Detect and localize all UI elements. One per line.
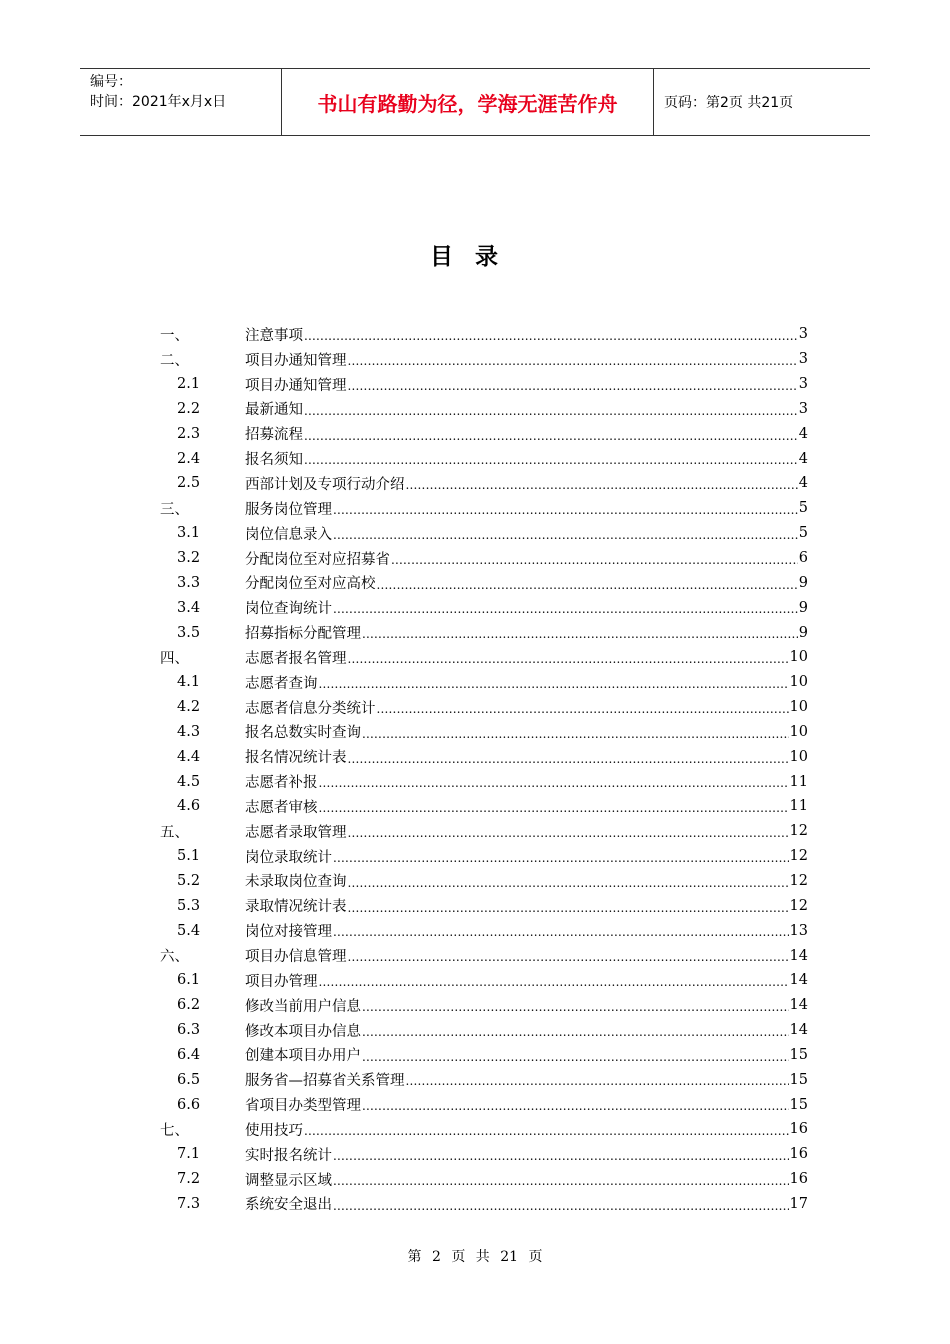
toc-leader-dots bbox=[348, 876, 789, 891]
toc-leader-dots bbox=[319, 801, 789, 816]
toc-entry-text: 岗位信息录入 bbox=[245, 526, 332, 543]
toc-entry[interactable] bbox=[160, 794, 808, 819]
toc-entry-text: 岗位查询统计 bbox=[245, 601, 332, 618]
toc-entry-text: 录取情况统计表 bbox=[245, 899, 347, 916]
toc-leader-dots bbox=[377, 702, 789, 717]
toc-entry[interactable] bbox=[160, 769, 808, 794]
toc-leader-dots bbox=[362, 1050, 789, 1065]
toc-entry[interactable] bbox=[160, 893, 808, 918]
toc-entry[interactable] bbox=[160, 1117, 808, 1142]
toc-entry-text: 使用技巧 bbox=[245, 1122, 303, 1139]
toc-entry[interactable] bbox=[160, 471, 808, 496]
toc-entry-page: 16 bbox=[789, 1121, 808, 1138]
toc-entry-page: 4 bbox=[798, 475, 808, 492]
toc-entry-number: 5.3 bbox=[177, 897, 201, 914]
toc-leader-dots bbox=[348, 752, 789, 767]
toc-leader-dots bbox=[348, 826, 789, 841]
toc-entry-number: 三、 bbox=[160, 501, 189, 518]
toc-entry-page: 4 bbox=[798, 425, 808, 442]
toc-entry[interactable] bbox=[160, 645, 808, 670]
toc-leader-dots bbox=[333, 602, 798, 617]
toc-entry-page: 12 bbox=[789, 897, 808, 914]
toc-leader-dots bbox=[304, 329, 798, 344]
toc-entry-number: 5.2 bbox=[177, 872, 201, 889]
toc-entry[interactable] bbox=[160, 918, 808, 943]
toc-leader-dots bbox=[362, 727, 789, 742]
toc-entry-page: 14 bbox=[789, 997, 808, 1014]
toc-entry-page: 3 bbox=[798, 376, 808, 393]
toc-entry-number: 6.2 bbox=[177, 997, 201, 1014]
toc-entry-number: 2.3 bbox=[177, 425, 201, 442]
footer-prefix: 第 bbox=[407, 1249, 422, 1265]
page-header bbox=[80, 68, 870, 136]
toc-entry-page: 15 bbox=[789, 1046, 808, 1063]
toc-entry-number: 4.3 bbox=[177, 723, 201, 740]
toc-entry-number: 二、 bbox=[160, 352, 189, 369]
toc-entry-number: 7.2 bbox=[177, 1171, 201, 1188]
toc-leader-dots bbox=[362, 1099, 789, 1114]
footer-current-page: 2 bbox=[431, 1249, 441, 1265]
toc-entry-number: 五、 bbox=[160, 824, 189, 841]
toc-entry-text: 项目办通知管理 bbox=[245, 377, 347, 394]
toc-entry-page: 15 bbox=[789, 1071, 808, 1088]
toc-leader-dots bbox=[362, 1025, 789, 1040]
toc-leader-dots bbox=[333, 503, 798, 518]
footer-suffix: 页 bbox=[528, 1249, 543, 1265]
toc-title: 目录 bbox=[430, 244, 520, 270]
toc-entry[interactable] bbox=[160, 322, 808, 347]
toc-leader-dots bbox=[333, 925, 789, 940]
toc-entry[interactable] bbox=[160, 1042, 808, 1067]
footer-gong: 共 bbox=[475, 1249, 490, 1265]
toc-entry[interactable] bbox=[160, 1092, 808, 1117]
header-motto: 书山有路勤为径，学海无涯苦作舟 bbox=[282, 69, 654, 135]
toc-leader-dots bbox=[304, 404, 798, 419]
toc-entry[interactable] bbox=[160, 1142, 808, 1167]
toc-entry[interactable] bbox=[160, 869, 808, 894]
toc-entry[interactable] bbox=[160, 595, 808, 620]
toc-entry[interactable] bbox=[160, 819, 808, 844]
toc-leader-dots bbox=[348, 901, 789, 916]
toc-entry-page: 13 bbox=[789, 922, 808, 939]
toc-entry[interactable] bbox=[160, 670, 808, 695]
toc-entry-text: 创建本项目办用户 bbox=[245, 1048, 361, 1065]
toc-entry-number: 6.5 bbox=[177, 1071, 201, 1088]
toc-entry[interactable] bbox=[160, 496, 808, 521]
toc-entry-text: 注意事项 bbox=[245, 327, 303, 344]
toc-entry[interactable] bbox=[160, 844, 808, 869]
toc-entry-text: 项目办管理 bbox=[245, 973, 318, 990]
toc-entry-number: 5.1 bbox=[177, 848, 201, 865]
toc-leader-dots bbox=[319, 677, 789, 692]
toc-entry[interactable] bbox=[160, 421, 808, 446]
toc-entry-page: 14 bbox=[789, 1022, 808, 1039]
toc-entry-page: 14 bbox=[789, 972, 808, 989]
toc-entry-text: 志愿者录取管理 bbox=[245, 824, 347, 841]
toc-entry[interactable] bbox=[160, 570, 808, 595]
toc-entry-page: 10 bbox=[789, 748, 808, 765]
toc-entry-text: 修改本项目办信息 bbox=[245, 1023, 361, 1040]
toc-leader-dots bbox=[333, 1149, 789, 1164]
toc-leader-dots bbox=[333, 851, 789, 866]
toc-entry-text: 报名须知 bbox=[245, 452, 303, 469]
toc-entry-number: 七、 bbox=[160, 1122, 189, 1139]
toc-entry[interactable] bbox=[160, 1192, 808, 1217]
toc-entry-text: 志愿者报名管理 bbox=[245, 650, 347, 667]
toc-entry-text: 调整显示区域 bbox=[245, 1172, 332, 1189]
toc-entry-page: 5 bbox=[798, 525, 808, 542]
toc-entry[interactable] bbox=[160, 968, 808, 993]
toc-entry-number: 2.4 bbox=[177, 450, 201, 467]
toc-leader-dots bbox=[319, 776, 789, 791]
toc-entry-text: 招募指标分配管理 bbox=[245, 626, 361, 643]
toc-entry-text: 未录取岗位查询 bbox=[245, 874, 347, 891]
toc-entry-page: 14 bbox=[789, 947, 808, 964]
toc-entry-text: 岗位对接管理 bbox=[245, 924, 332, 941]
header-time-label: 时间：2021年x月x日 bbox=[90, 94, 227, 110]
toc-leader-dots bbox=[304, 1124, 789, 1139]
footer-total-pages: 21 bbox=[500, 1249, 519, 1265]
toc-leader-dots bbox=[348, 950, 789, 965]
toc-leader-dots bbox=[333, 1199, 789, 1214]
toc-entry-number: 六、 bbox=[160, 949, 189, 966]
header-page-info: 页码：第2页 共21页 bbox=[664, 95, 794, 111]
toc-entry-text: 报名情况统计表 bbox=[245, 750, 347, 767]
toc-entry-number: 4.1 bbox=[177, 674, 201, 691]
toc-entry-page: 16 bbox=[789, 1146, 808, 1163]
page-footer bbox=[0, 1246, 950, 1266]
toc-entry-page: 9 bbox=[798, 574, 808, 591]
toc-entry[interactable] bbox=[160, 943, 808, 968]
toc-entry-page: 10 bbox=[789, 674, 808, 691]
footer-mid: 页 bbox=[451, 1249, 466, 1265]
toc-entry-number: 3.1 bbox=[177, 525, 201, 542]
toc-entry[interactable] bbox=[160, 695, 808, 720]
toc-entry-number: 一、 bbox=[160, 327, 189, 344]
toc-entry-number: 6.6 bbox=[177, 1096, 201, 1113]
toc-entry[interactable] bbox=[160, 720, 808, 745]
toc-entry-number: 4.5 bbox=[177, 773, 201, 790]
toc-entry-page: 3 bbox=[798, 326, 808, 343]
toc-entry-text: 分配岗位至对应高校 bbox=[245, 576, 376, 593]
toc-entry[interactable] bbox=[160, 347, 808, 372]
toc-entry-text: 省项目办类型管理 bbox=[245, 1098, 361, 1115]
toc-entry[interactable] bbox=[160, 521, 808, 546]
toc-entry-page: 4 bbox=[798, 450, 808, 467]
toc-entry-number: 6.4 bbox=[177, 1046, 201, 1063]
toc-entry-number: 四、 bbox=[160, 650, 189, 667]
toc-entry-page: 16 bbox=[789, 1171, 808, 1188]
toc-entry-page: 3 bbox=[798, 400, 808, 417]
toc-entry-text: 最新通知 bbox=[245, 402, 303, 419]
toc-entry-number: 4.2 bbox=[177, 699, 201, 716]
header-meta bbox=[80, 69, 282, 135]
toc-entry-page: 9 bbox=[798, 599, 808, 616]
toc-entry-text: 服务省—招募省关系管理 bbox=[245, 1073, 405, 1090]
toc-leader-dots bbox=[304, 429, 798, 444]
toc-entry-page: 15 bbox=[789, 1096, 808, 1113]
toc-entry[interactable] bbox=[160, 1067, 808, 1092]
toc-entry-text: 报名总数实时查询 bbox=[245, 725, 361, 742]
toc-entry-page: 10 bbox=[789, 699, 808, 716]
toc-leader-dots bbox=[319, 975, 789, 990]
toc-entry[interactable] bbox=[160, 1167, 808, 1192]
toc-entry-number: 3.5 bbox=[177, 624, 201, 641]
toc-entry[interactable] bbox=[160, 620, 808, 645]
toc-entry[interactable] bbox=[160, 372, 808, 397]
toc-entry-page: 12 bbox=[789, 823, 808, 840]
toc-leader-dots bbox=[391, 553, 798, 568]
toc-entry-number: 4.6 bbox=[177, 798, 201, 815]
toc-entry-page: 12 bbox=[789, 848, 808, 865]
toc-entry-number: 6.3 bbox=[177, 1022, 201, 1039]
toc-entry[interactable] bbox=[160, 993, 808, 1018]
toc-entry-number: 2.5 bbox=[177, 475, 201, 492]
toc-entry-number: 6.1 bbox=[177, 972, 201, 989]
toc-entry-text: 岗位录取统计 bbox=[245, 849, 332, 866]
toc-leader-dots bbox=[333, 528, 798, 543]
toc-entry-number: 5.4 bbox=[177, 922, 201, 939]
toc-entry-page: 11 bbox=[789, 798, 808, 815]
toc-entry-text: 修改当前用户信息 bbox=[245, 998, 361, 1015]
toc-leader-dots bbox=[333, 1174, 789, 1189]
toc-entry-page: 17 bbox=[789, 1195, 808, 1212]
toc-entry-number: 3.2 bbox=[177, 550, 201, 567]
toc-entry-text: 项目办通知管理 bbox=[245, 352, 347, 369]
toc-leader-dots bbox=[362, 627, 798, 642]
toc-entry[interactable] bbox=[160, 744, 808, 769]
toc-entry-text: 系统安全退出 bbox=[245, 1197, 332, 1214]
toc-entry-text: 志愿者审核 bbox=[245, 799, 318, 816]
toc-entry-page: 9 bbox=[798, 624, 808, 641]
toc-entry-page: 10 bbox=[789, 649, 808, 666]
toc-entry-page: 3 bbox=[798, 351, 808, 368]
table-of-contents bbox=[160, 322, 808, 1216]
toc-entry-text: 服务岗位管理 bbox=[245, 501, 332, 518]
toc-leader-dots bbox=[377, 578, 798, 593]
toc-entry[interactable] bbox=[160, 546, 808, 571]
toc-entry[interactable] bbox=[160, 397, 808, 422]
toc-entry-page: 10 bbox=[789, 723, 808, 740]
toc-entry-text: 分配岗位至对应招募省 bbox=[245, 551, 390, 568]
toc-entry[interactable] bbox=[160, 1018, 808, 1043]
toc-entry-text: 志愿者补报 bbox=[245, 775, 318, 792]
toc-leader-dots bbox=[348, 354, 798, 369]
toc-entry-page: 11 bbox=[789, 773, 808, 790]
toc-leader-dots bbox=[304, 453, 798, 468]
toc-entry-page: 5 bbox=[798, 500, 808, 517]
toc-entry-number: 2.2 bbox=[177, 400, 201, 417]
toc-leader-dots bbox=[348, 379, 798, 394]
toc-entry-text: 志愿者信息分类统计 bbox=[245, 700, 376, 717]
toc-entry-number: 3.3 bbox=[177, 574, 201, 591]
toc-entry-text: 志愿者查询 bbox=[245, 675, 318, 692]
toc-leader-dots bbox=[348, 652, 789, 667]
header-number-label: 编号： bbox=[90, 74, 132, 90]
toc-entry-page: 12 bbox=[789, 872, 808, 889]
toc-entry-text: 西部计划及专项行动介绍 bbox=[245, 476, 405, 493]
toc-entry-number: 3.4 bbox=[177, 599, 201, 616]
toc-entry-text: 项目办信息管理 bbox=[245, 949, 347, 966]
toc-leader-dots bbox=[362, 1000, 789, 1015]
toc-entry-number: 4.4 bbox=[177, 748, 201, 765]
toc-entry-text: 实时报名统计 bbox=[245, 1147, 332, 1164]
toc-leader-dots bbox=[406, 1074, 789, 1089]
toc-entry-page: 6 bbox=[798, 550, 808, 567]
toc-leader-dots bbox=[406, 478, 798, 493]
toc-entry-number: 2.1 bbox=[177, 376, 201, 393]
toc-entry-number: 7.1 bbox=[177, 1146, 201, 1163]
toc-entry[interactable] bbox=[160, 446, 808, 471]
toc-entry-number: 7.3 bbox=[177, 1195, 201, 1212]
toc-entry-text: 招募流程 bbox=[245, 427, 303, 444]
